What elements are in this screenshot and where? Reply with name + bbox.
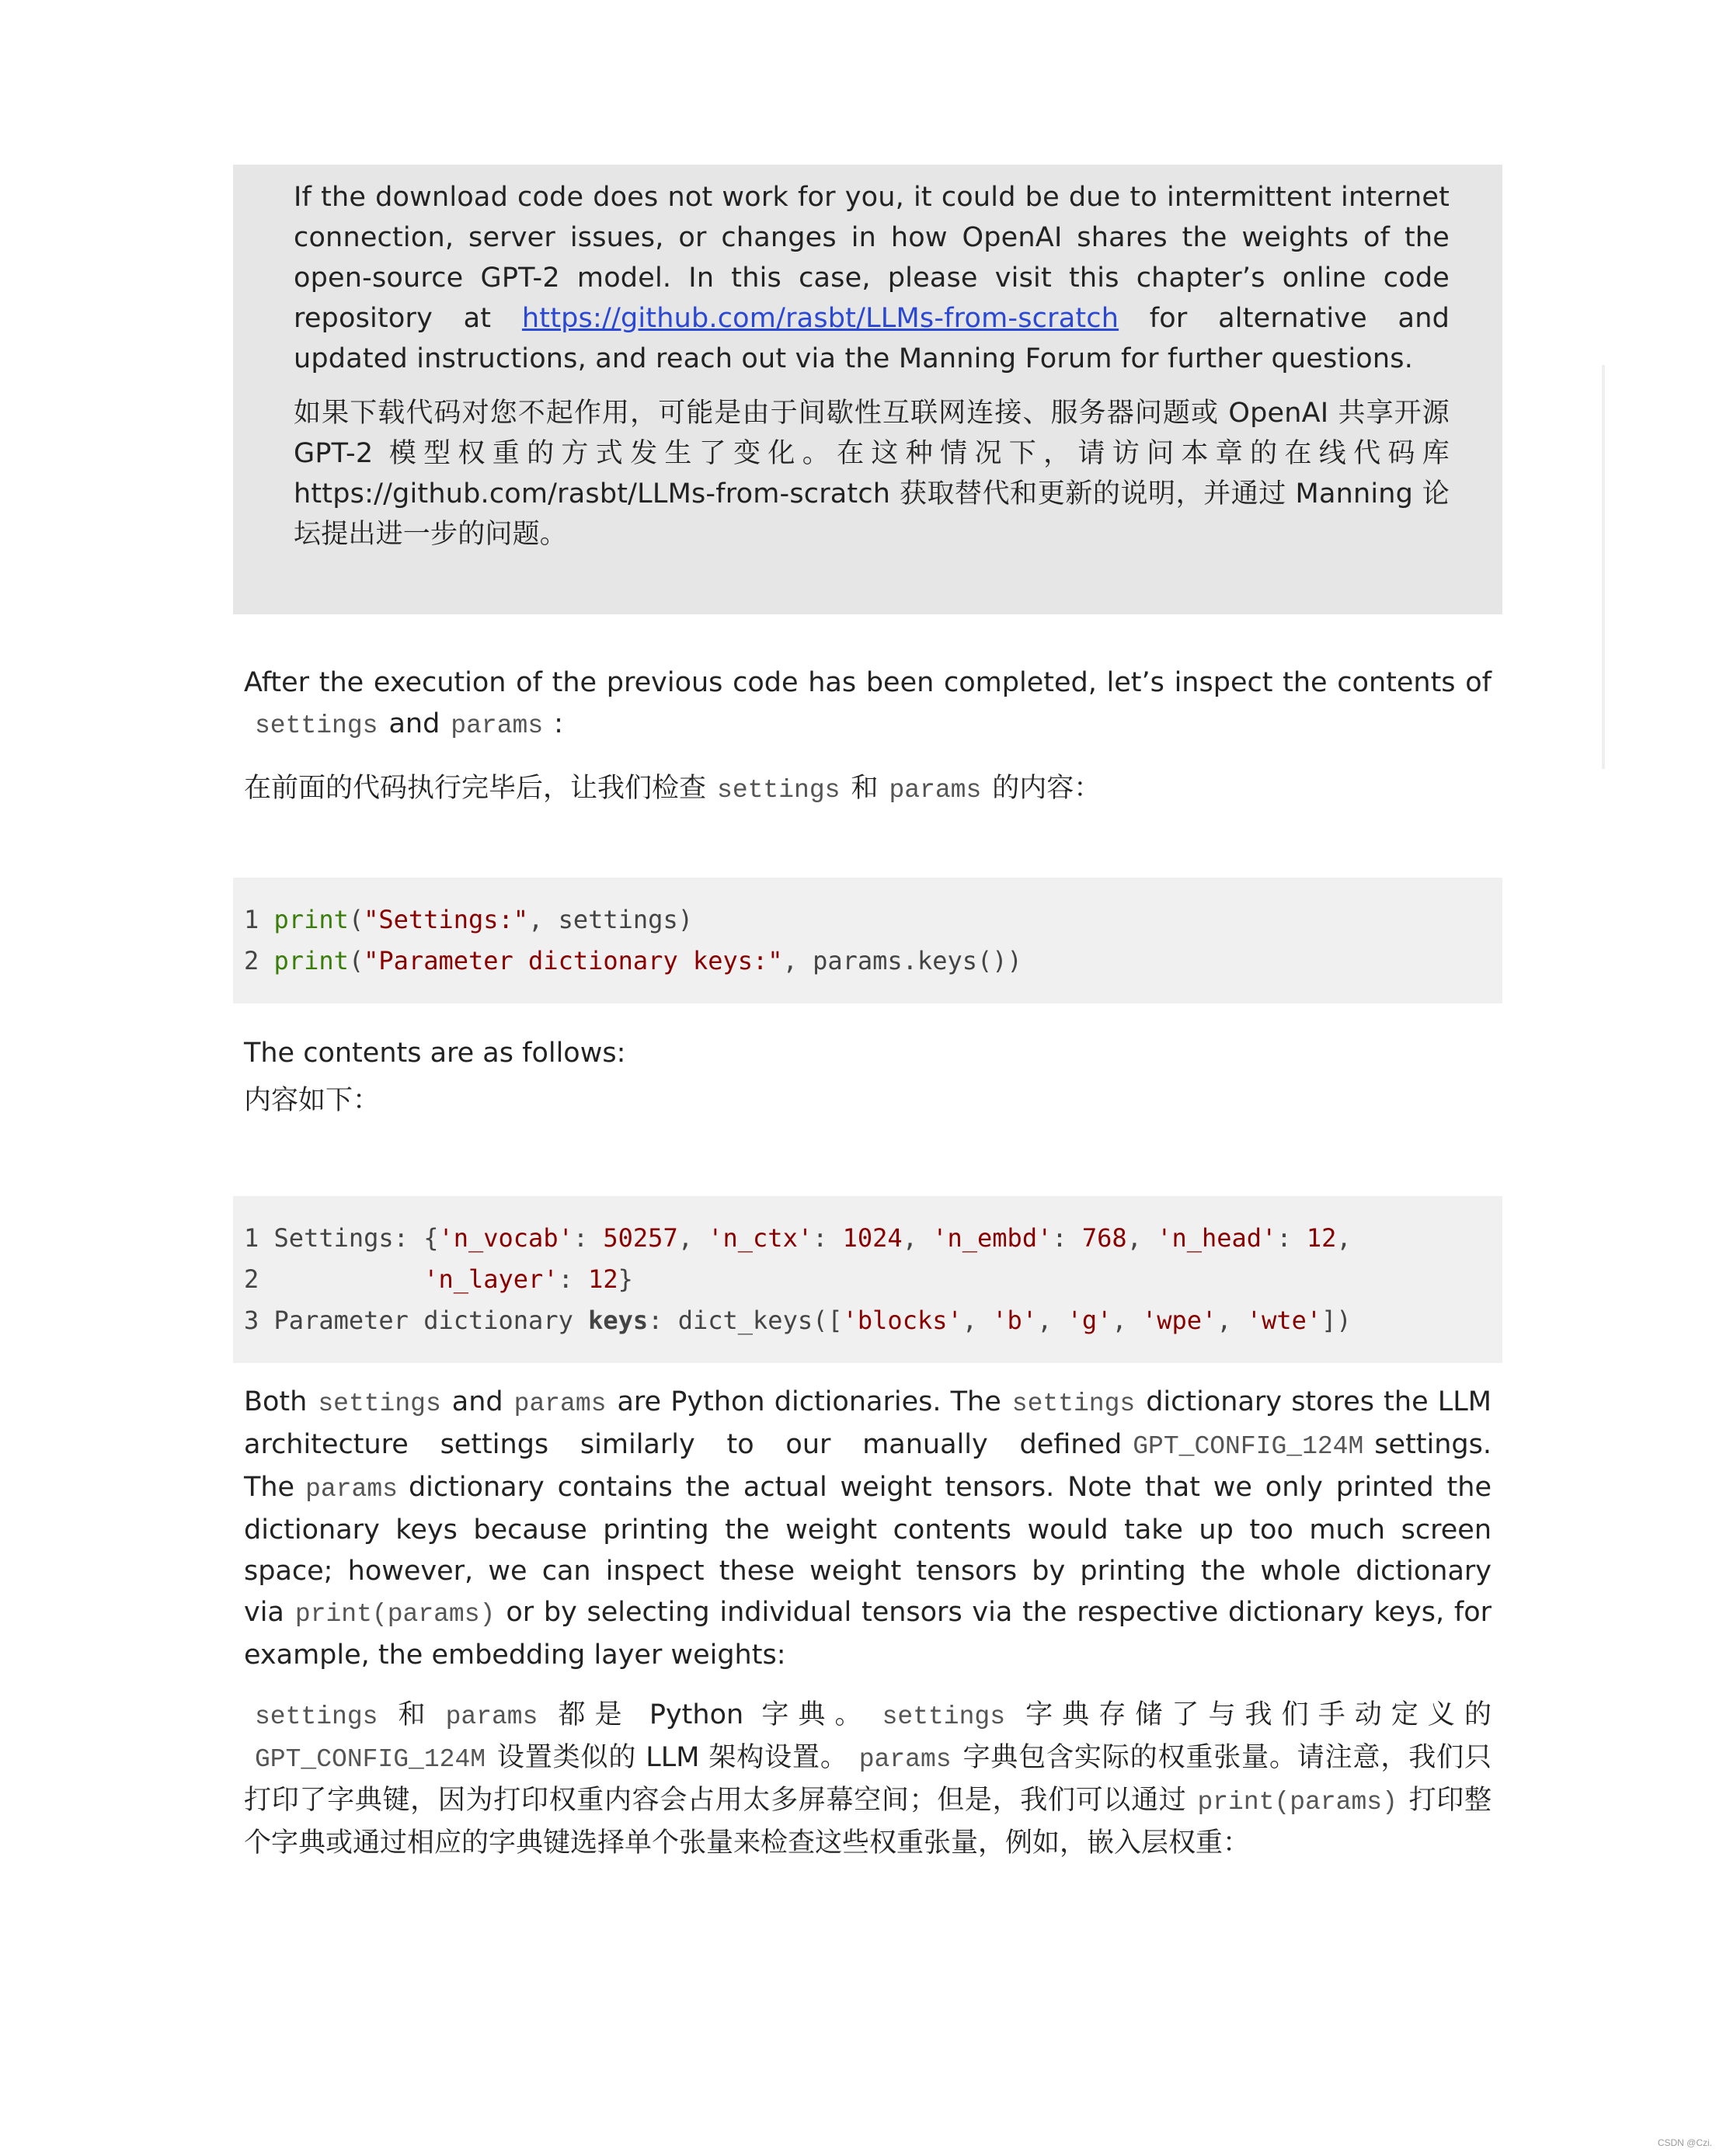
code-string: "Settings:" [364, 905, 529, 934]
text: 打印整个字典或通过相应的字典键选择单个张量来检查这些权重张量，例如，嵌入层权重： [244, 1785, 1492, 1859]
line-number: 1 [244, 905, 259, 934]
watermark: CSDN @Czi. [1657, 2137, 1712, 2148]
inline-code-settings: settings [1011, 1389, 1136, 1418]
output-text: ]) [1321, 1306, 1352, 1335]
dict-key: 'n_head' [1157, 1223, 1277, 1253]
text: dictionary stores the LLM architecture settings similarly to our manually defined [244, 1386, 1492, 1460]
note-zh: 如果下载代码对您不起作用，可能是由于间歇性互联网连接、服务器问题或 OpenAI 共享开源 GPT-2 模型权重的方式发生了变化。在这种情况下，请访问本章的在线代码库 https://github.com/rasbt/LLMs-from-scratch 获取替代和更新的说明，并通过 Manning 论坛提出进一步的问题。 [294, 398, 1450, 550]
code-keyword: print [273, 905, 349, 934]
code-string: "Parameter dictionary keys:" [364, 946, 783, 975]
code-rest: , settings) [528, 905, 693, 934]
dict-key: 'n_vocab' [438, 1223, 573, 1253]
output-line-1: 1 Settings: {'n_vocab': 50257, 'n_ctx': 1024, 'n_embd': 768, 'n_head': 12, [244, 1223, 1352, 1253]
output-text: Settings: { [273, 1223, 439, 1253]
dict-value: 12 [588, 1264, 618, 1294]
code-line [244, 899, 1492, 941]
dict-value: 50257 [603, 1223, 678, 1253]
inline-code-settings: settings [882, 1702, 1006, 1731]
dict-key: 'blocks' [842, 1306, 962, 1335]
paragraph-contents-zh: 内容如下： [244, 1085, 381, 1116]
text: 设置类似的 LLM 架构设置。 [496, 1742, 848, 1773]
line-number: 2 [244, 1264, 259, 1294]
output-text-bold: keys [588, 1306, 649, 1335]
inline-code-config: GPT_CONFIG_124M [1133, 1432, 1364, 1461]
text: After the execution of the previous code has been completed, let’s inspect the contents of [244, 667, 1492, 698]
inline-code-params: params [513, 1389, 607, 1418]
inline-code-params: params [889, 776, 982, 805]
dict-key: 'n_layer' [423, 1264, 559, 1294]
text: Both [244, 1386, 308, 1417]
output-line-3: 3 Parameter dictionary keys: dict_keys(['blocks', 'b', 'g', 'wpe', 'wte']) [244, 1306, 1352, 1335]
output-text: } [618, 1264, 633, 1294]
text: 字典存储了与我们手动定义的 [1016, 1699, 1492, 1730]
dict-value: 1024 [842, 1223, 903, 1253]
text: 字典包含实际的权重张量。请注意，我们只打印了字典键，因为打印权重内容会占用太多屏幕空间；但是，我们可以通过 [244, 1742, 1492, 1816]
code-line [244, 941, 1492, 982]
code-punct: ( [348, 946, 364, 975]
dict-key: 'wte' [1246, 1306, 1322, 1335]
text: dictionary contains the actual weight tensors. Note that we only printed the dictionary keys because printing the weight contents would take up too much screen space; however, we can inspect these weight tensors by printing the whole dictionary via [244, 1472, 1492, 1628]
code-punct: ( [348, 905, 364, 934]
document-page [233, 165, 1502, 1864]
text: and [388, 708, 440, 739]
note-en-text: If the download code does not work for you, it could be due to intermittent internet connection, server issues, or changes in how OpenAI shares the weights of the open-source GPT-2 model. In this case, please visit this chapter’s online code repository at [294, 182, 1450, 334]
output-line-2: 2 'n_layer': 12} [244, 1264, 633, 1294]
dict-key: 'b' [992, 1306, 1038, 1335]
paragraph-dicts-en [233, 1382, 1502, 1676]
inline-code-settings: settings [255, 711, 378, 740]
note-box [233, 165, 1502, 614]
text: : [554, 708, 563, 739]
dict-key: 'n_ctx' [708, 1223, 813, 1253]
paragraph-inspect-zh [233, 768, 1502, 811]
text: 和 [851, 773, 879, 804]
inline-code-print: print(params) [1197, 1788, 1398, 1817]
line-number: 1 [244, 1223, 259, 1253]
dict-key: 'wpe' [1141, 1306, 1217, 1335]
text: 都是 Python 字典。 [548, 1699, 872, 1730]
note-en-text-tail: for alternative and updated instructions, and reach out via the Manning Forum for further questions. [294, 303, 1450, 374]
text: 在前面的代码执行完毕后，让我们检查 [244, 773, 707, 804]
paragraph-inspect-en [233, 662, 1502, 746]
inline-code-settings: settings [318, 1389, 441, 1418]
code-keyword: print [273, 946, 349, 975]
code-output-block [233, 1196, 1502, 1363]
inline-code-settings: settings [255, 1702, 378, 1731]
line-number: 2 [244, 946, 259, 975]
text: 和 [388, 1699, 435, 1730]
inline-code-params: params [858, 1745, 952, 1774]
dict-value: 768 [1081, 1223, 1127, 1253]
paragraph-dicts-zh [233, 1695, 1502, 1864]
inline-code-settings: settings [717, 776, 841, 805]
text: settings. The [244, 1429, 1492, 1503]
scrollbar-track[interactable] [1602, 365, 1605, 769]
output-text: : dict_keys([ [648, 1306, 843, 1335]
dict-key: 'g' [1067, 1306, 1112, 1335]
text: or by selecting individual tensors via the respective dictionary keys, for example, the embedding layer weights: [244, 1597, 1492, 1671]
inline-code-params: params [305, 1475, 398, 1504]
paragraph-contents-en: The contents are as follows: [244, 1038, 626, 1069]
inline-code-print: print(params) [294, 1600, 496, 1629]
text: and [451, 1386, 503, 1417]
code-rest: , params.keys()) [782, 946, 1022, 975]
inline-code-config: GPT_CONFIG_124M [255, 1745, 486, 1774]
inline-code-params: params [451, 711, 544, 740]
repo-link[interactable]: https://github.com/rasbt/LLMs-from-scratch [521, 303, 1119, 334]
text: are Python dictionaries. The [617, 1386, 1001, 1417]
text: 的内容： [992, 773, 1102, 804]
inline-code-params: params [445, 1702, 538, 1731]
note-en [294, 177, 1450, 379]
line-number: 3 [244, 1306, 259, 1335]
dict-value: 12 [1306, 1223, 1337, 1253]
dict-key: 'n_embd' [932, 1223, 1053, 1253]
output-text: Parameter dictionary [273, 1306, 589, 1335]
code-block-print [233, 878, 1502, 1003]
